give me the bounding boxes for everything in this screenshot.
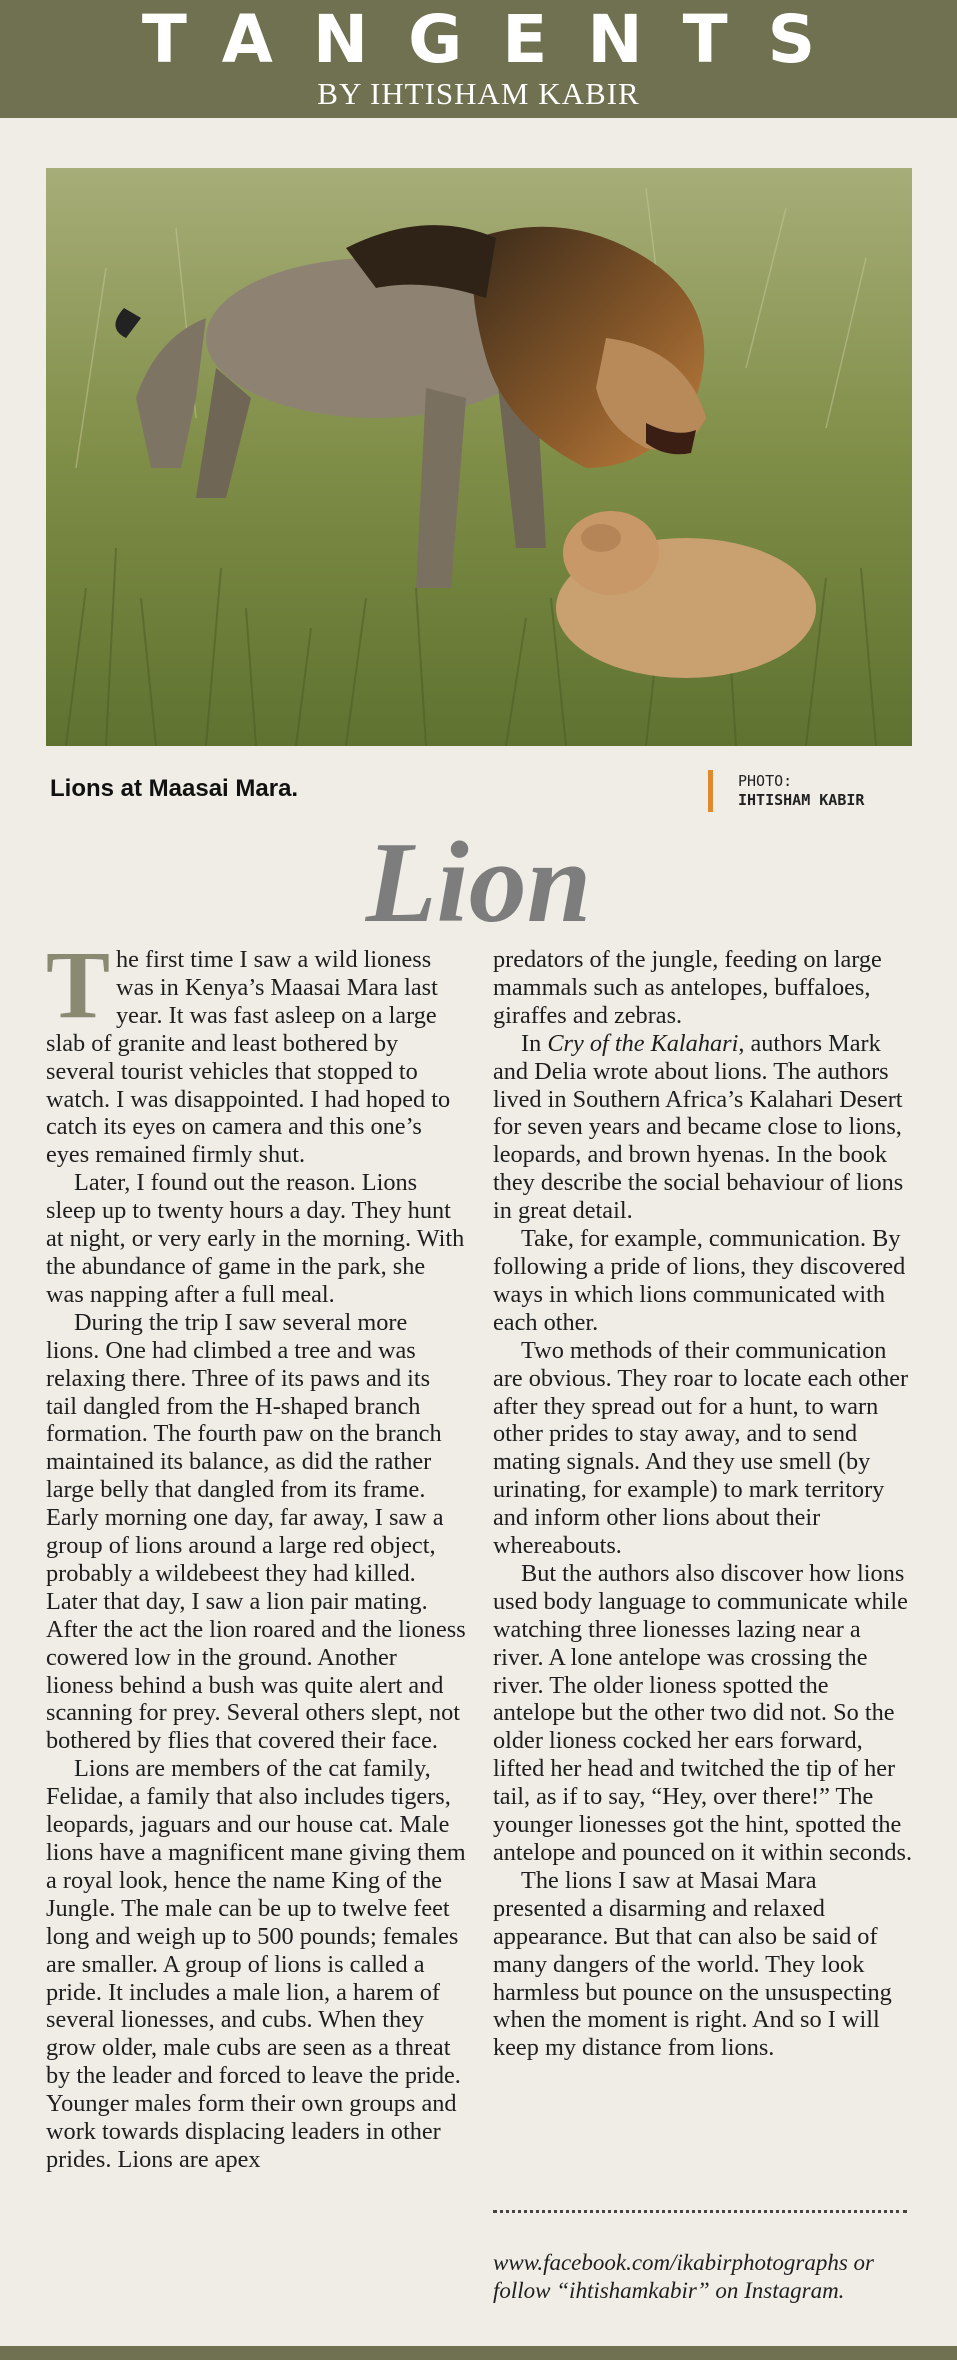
drop-cap: T <box>46 931 111 1038</box>
paragraph-3: During the trip I saw several more lions. One had climbed a tree and was relaxing there. Three of its paws and its tail dangled from the H-shaped branch formation. The fourth paw on the branch maintained its balance, as did the rather large belly that dangled from its frame. Early morning one day, far away, I saw a group of lions around a large red object, probably a wildebeest they had killed. Later that day, I saw a lion pair mating. After the act the lion roared and the lioness cowered low in the ground. Another lioness behind a bush was quite alert and scanning for prey. Several others slept, not bothered by flies that covered their face. <box>46 1308 466 1755</box>
social-footer: www.facebook.com/ikabirphotographs or follow “ihtishamkabir” on Instagram. <box>493 2250 874 2303</box>
byline: BY IHTISHAM KABIR <box>317 76 640 111</box>
paragraph-9: The lions I saw at Masai Mara presented a disarming and relaxed appearance. But that can also be said of many dangers of the world. They look harmless but pounce on the unsuspecting when the moment is right. And so I will keep my distance from lions. <box>493 1866 892 2062</box>
paragraph-2: Later, I found out the reason. Lions sleep up to twenty hours a day. They hunt at night, or very early in the morning. With the abundance of game in the park, she was napping after a full meal. <box>46 1169 465 1308</box>
paragraph-6: Take, for example, communication. By following a pride of lions, they discovered ways in which lions communicated with each other. <box>493 1225 906 1336</box>
paragraph-5-lead: In <box>521 1029 548 1057</box>
photo-credit-label: PHOTO: <box>738 772 793 790</box>
lion-photo <box>46 168 912 746</box>
paragraph-5-text: , authors Mark and Delia wrote about lions. The authors lived in Southern Africa’s Kalahari Desert for seven years and became close to lions, leopards, and brown hyenas. In the book they describe the social behaviour of lions in great detail. <box>493 1029 904 1225</box>
article-headline: Lion <box>365 819 592 947</box>
paragraph-5 <box>493 1030 913 1225</box>
paragraph-8: But the authors also discover how lions used body language to communicate while watching three lionesses lazing near a river. A lone antelope was crossing the river. The older lioness spotted the antelope but the other two did not. So the older lioness cocked her ears forward, lifted her head and twitched the tip of her tail, as if to say, “Hey, over there!” The younger lionesses got the hint, spotted the antelope and pounced on it within seconds. <box>493 1559 913 1866</box>
article-column-left <box>46 931 466 2174</box>
paragraph-4: Lions are members of the cat family, Felidae, a family that also includes tigers, leopards, jaguars and our house cat. Male lions have a magnificent mane giving them a royal look, hence the name King of the Jungle. The male can be up to twelve feet long and weigh up to 500 pounds; females are smaller. A group of lions is called a pride. It includes a male lion, a harem of several lionesses, and cubs. When they grow older, male cubs are seen as a threat by the leader and forced to leave the pride. Younger males form their own groups and work towards displacing leaders in other prides. Lions are apex <box>46 1755 466 2173</box>
bottom-rule <box>0 2346 957 2360</box>
book-title: Cry of the Kalahari <box>547 1029 739 1057</box>
photo-credit-name: IHTISHAM KABIR <box>738 791 865 809</box>
paragraph-1 <box>46 931 466 1169</box>
article-column-right <box>493 946 913 2062</box>
paragraph-7: Two methods of their communication are obvious. They roar to locate each other after they spread out for a hunt, to warn other prides to stay away, and to send mating signals. And they use smell (by urinating, for example) to mark territory and inform other lions about their whereabouts. <box>493 1336 909 1560</box>
masthead-banner <box>0 0 957 118</box>
photo-caption: Lions at Maasai Mara. <box>50 775 299 802</box>
dotted-divider <box>493 2210 907 2213</box>
credit-accent-bar <box>708 770 713 812</box>
paragraph-4-continued: predators of the jungle, feeding on large mammals such as antelopes, buffaloes, giraffes and zebras. <box>493 946 882 1029</box>
paragraph-1-text: he first time I saw a wild lioness was in Kenya’s Maasai Mara last year. It was fast asleep on a large slab of granite and least bothered by several tourist vehicles that stopped to watch. I was disappointed. I had hoped to catch its eyes on camera and this one’s eyes remained firmly shut. <box>46 946 451 1169</box>
column-title: TANGENTS <box>141 1 856 78</box>
